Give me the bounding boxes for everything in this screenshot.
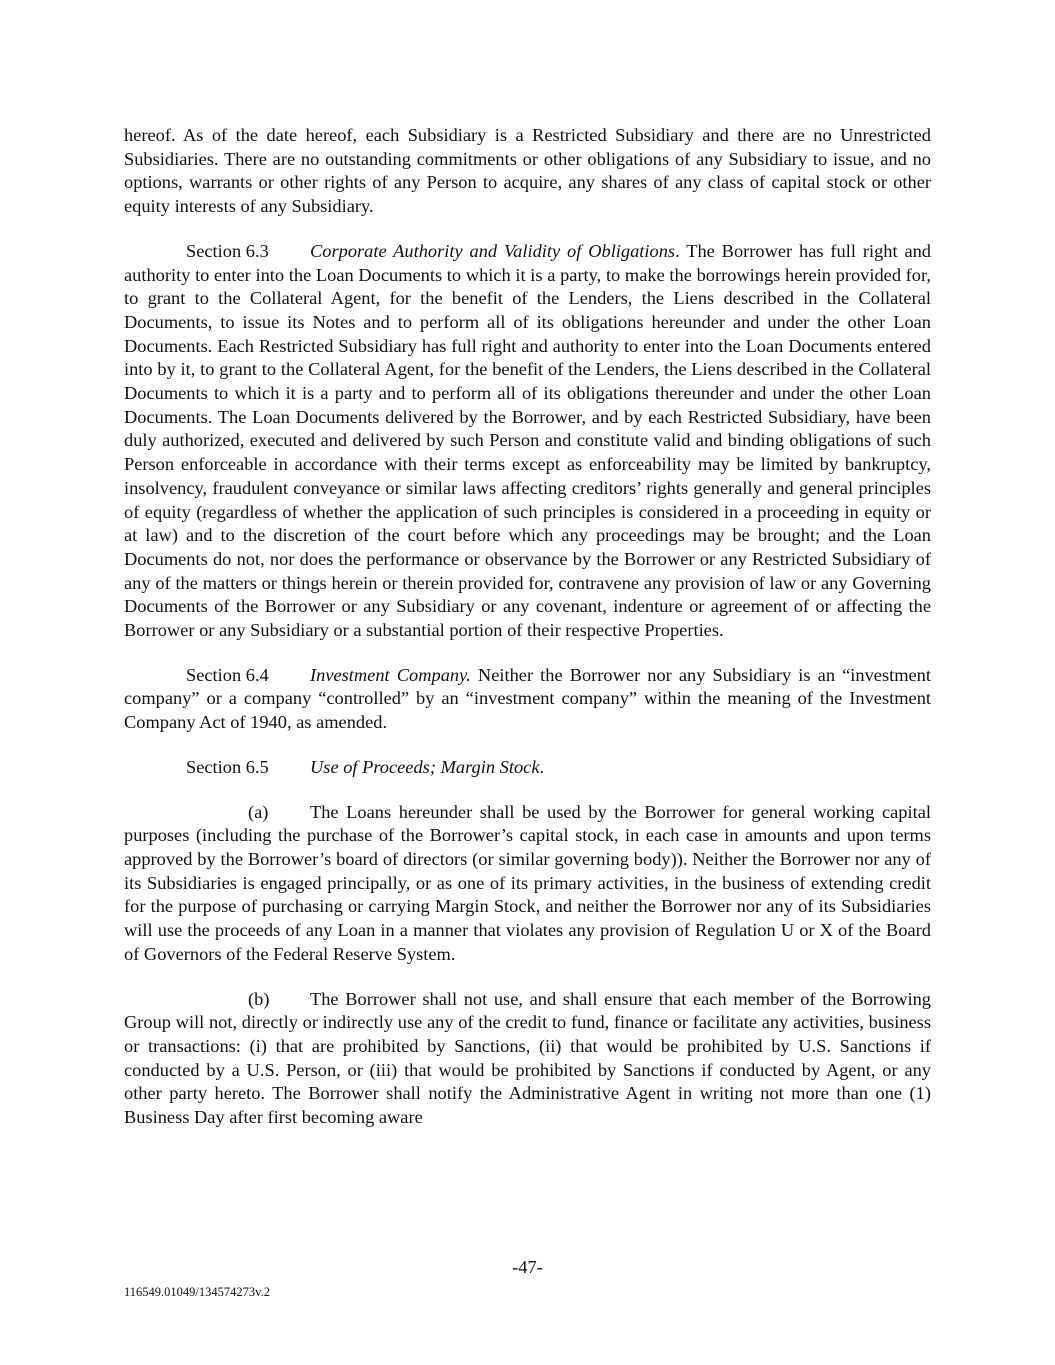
clause-label: (b) [248, 988, 270, 1009]
section-number: Section 6.3 [186, 240, 269, 261]
section-6-3 [124, 240, 931, 643]
clause-text: The Loans hereunder shall be used by the Borrower for general working capital purposes (including the purchase of the Borrower’s capital stock, in each case in amounts and upon terms approved by the Borrower’s board of directors (or similar governing body)). Neither the Borrower nor any of its Subsidiaries is engaged principally, or as one of its primary activities, in the business of extending credit for the purpose of purchasing or carrying Margin Stock, and neither the Borrower nor any of its Subsidiaries will use the proceeds of any Loan in a manner that violates any provision of Regulation U or X of the Board of Governors of the Federal Reserve System. [124, 801, 931, 964]
clause-a [124, 801, 931, 967]
section-6-5 [124, 756, 931, 780]
section-number: Section 6.5 [186, 756, 269, 777]
page-content [124, 124, 931, 1151]
section-body: Neither the Borrower nor any Subsidiary is an “investment company” or a company “controlled” by an “investment company” within the meaning of the Investment Company Act of 1940, as amended. [124, 664, 931, 733]
section-body: . The Borrower has full right and authority to enter into the Loan Documents to which it is a party, to make the borrowings herein provided for, to grant to the Collateral Agent, for the benefit of the Lenders, the Liens described in the Collateral Documents, to issue its Notes and to perform all of its obligations hereunder and under the other Loan Documents. Each Restricted Subsidiary has full right and authority to enter into the Loan Documents entered into by it, to grant to the Collateral Agent, for the benefit of the Lenders, the Liens described in the Collateral Documents to which it is a party and to perform all of its obligations thereunder and under the other Loan Documents. The Loan Documents delivered by the Borrower, and by each Restricted Subsidiary, have been duly authorized, executed and delivered by such Person and constitute valid and binding obligations of such Person enforceable in accordance with their terms except as enforceability may be limited by bankruptcy, insolvency, fraudulent conveyance or similar laws affecting creditors’ rights generally and general principles of equity (regardless of whether the application of such principles is considered in a proceeding in equity or at law) and to the discretion of the court before which any proceedings may be brought; and the Loan Documents do not, nor does the performance or observance by the Borrower or any Restricted Subsidiary of any of the matters or things herein or therein provided for, contravene any provision of law or any Governing Documents of the Borrower or any Subsidiary or any covenant, indenture or agreement of or affecting the Borrower or any Subsidiary or a substantial portion of their respective Properties. [124, 240, 931, 641]
document-id: 116549.01049/134574273v.2 [124, 1285, 270, 1299]
clause-b [124, 988, 931, 1130]
section-title: Corporate Authority and Validity of Obligations [310, 240, 676, 261]
section-title: Use of Proceeds; Margin Stock [310, 756, 540, 777]
section-title: Investment Company. [310, 664, 471, 685]
clause-text: The Borrower shall not use, and shall ensure that each member of the Borrowing Group will not, directly or indirectly use any of the credit to fund, finance or facilitate any activities, business or transactions: (i) that are prohibited by Sanctions, (ii) that would be prohibited by U.S. Sanctions if conducted by a U.S. Person, or (iii) that would be prohibited by Sanctions if conducted by Agent, or any other party hereto. The Borrower shall notify the Administrative Agent in writing not more than one (1) Business Day after first becoming aware [124, 988, 931, 1128]
section-6-4 [124, 664, 931, 735]
clause-label: (a) [248, 801, 269, 822]
page-number: -47- [512, 1257, 543, 1277]
continuation-paragraph: hereof. As of the date hereof, each Subsidiary is a Restricted Subsidiary and there are no Unrestricted Subsidiaries. There are no outstanding commitments or other obligations of any Subsidiary to issue, and no options, warrants or other rights of any Person to acquire, any shares of any class of capital stock or other equity interests of any Subsidiary. [124, 125, 931, 217]
section-title-period: . [539, 756, 545, 777]
section-number: Section 6.4 [186, 664, 269, 685]
